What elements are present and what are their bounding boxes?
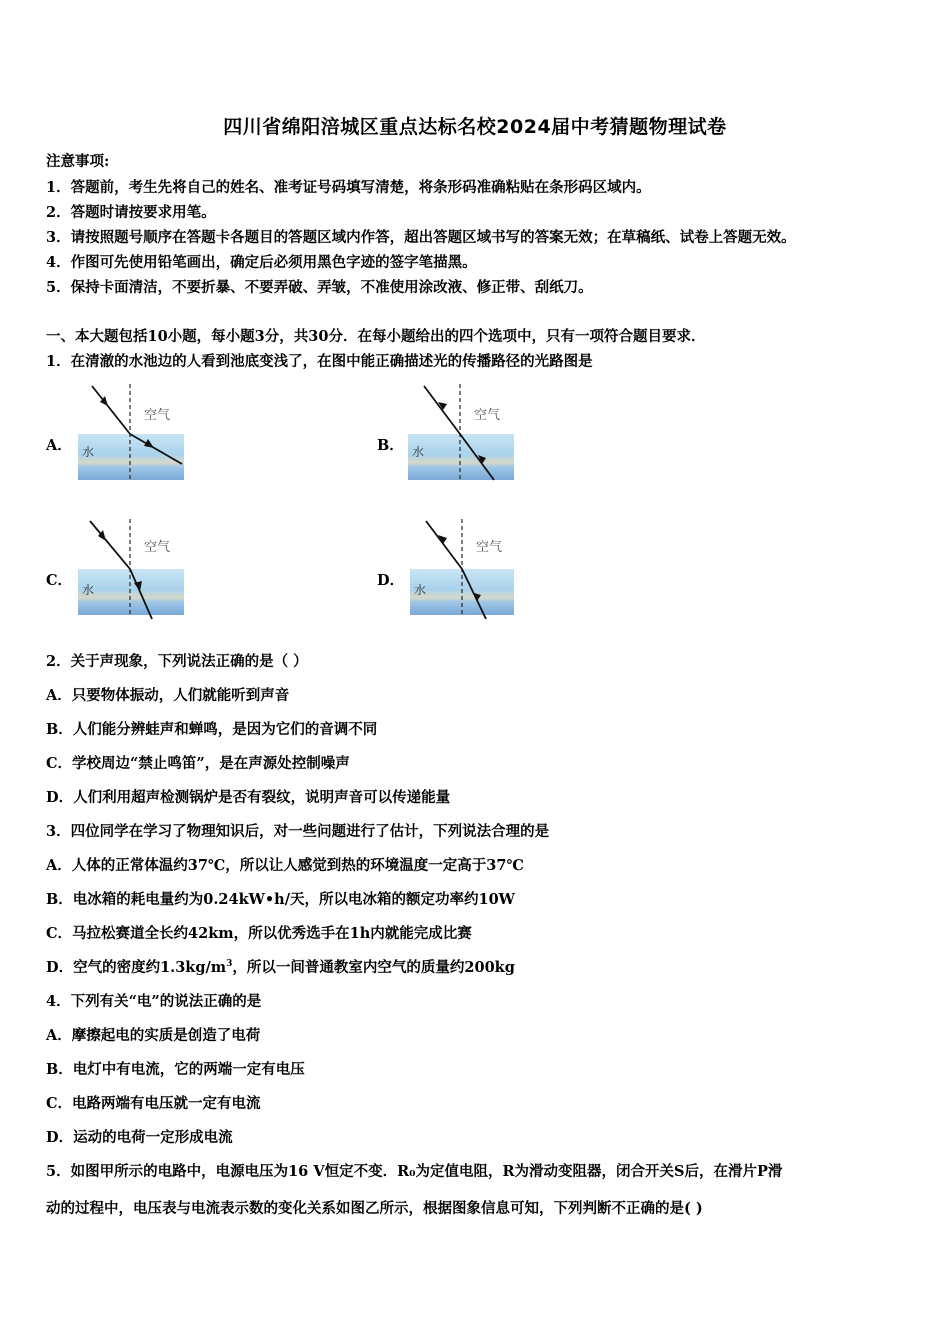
question-2-stem: 2．关于声现象，下列说法正确的是（ ） <box>46 653 308 670</box>
notice-item: 4．作图可先使用铅笔画出，确定后必须用黑色字迹的签字笔描黑。 <box>46 254 477 271</box>
q4-option: C．电路两端有电压就一定有电流 <box>46 1095 261 1112</box>
question-5-stem: 5．如图甲所示的电路中，电源电压为16 V恒定不变．R₀为定值电阻，R为滑动变阻器，闭合开关S后，在滑片P滑 <box>46 1163 783 1180</box>
incident-ray <box>90 521 130 569</box>
q3-option: B．电冰箱的耗电量约为0.24kW•h/天，所以电冰箱的额定功率约10W <box>46 891 515 908</box>
q3-option-d <box>46 958 515 978</box>
notice-item: 2．答题时请按要求用笔。 <box>46 204 216 221</box>
superscript: 3 <box>226 959 233 970</box>
q3-option: C．马拉松赛道全长约42km，所以优秀选手在1h内就能完成比赛 <box>46 925 472 942</box>
air-label: 空气 <box>476 540 503 555</box>
water-label: 水 <box>414 583 427 597</box>
air-label: 空气 <box>474 408 501 423</box>
q1-figure-d <box>404 515 524 625</box>
q2-option: D．人们利用超声检测锅炉是否有裂纹，说明声音可以传递能量 <box>46 789 451 806</box>
q1-figure-b <box>402 380 522 490</box>
q1-figure-a <box>72 380 192 490</box>
q1-figure-c <box>72 515 192 625</box>
q2-option: C．学校周边“禁止鸣笛”，是在声源处控制噪声 <box>46 755 350 772</box>
water-label: 水 <box>412 445 425 459</box>
exam-title: 四川省绵阳涪城区重点达标名校2024届中考猜题物理试卷 <box>223 116 727 138</box>
air-label: 空气 <box>144 540 171 555</box>
water-label: 水 <box>82 445 95 459</box>
q4-option: A．摩擦起电的实质是创造了电荷 <box>46 1027 261 1044</box>
q1-option-d-label: D． <box>377 572 405 589</box>
incident-ray <box>92 386 130 434</box>
q3-option: A．人体的正常体温约37℃，所以让人感觉到热的环境温度一定高于37℃ <box>46 857 524 874</box>
water-label: 水 <box>82 583 95 597</box>
q1-option-c-label: C． <box>46 572 73 589</box>
notice-item: 1．答题前，考生先将自己的姓名、准考证号码填写清楚，将条形码准确粘贴在条形码区域内。 <box>46 179 651 196</box>
q4-option: B．电灯中有电流，它的两端一定有电压 <box>46 1061 305 1078</box>
notice-item: 3．请按照题号顺序在答题卡各题目的答题区域内作答，超出答题区域书写的答案无效；在草稿纸、试卷上答题无效。 <box>46 229 796 246</box>
section-heading: 一、本大题包括10小题，每小题3分，共30分．在每小题给出的四个选项中，只有一项符合题目要求． <box>46 328 706 345</box>
question-1-stem: 1．在清澈的水池边的人看到池底变浅了，在图中能正确描述光的传播路径的光路图是 <box>46 353 593 370</box>
q1-option-b-label: B． <box>377 437 404 454</box>
refracted-ray <box>424 386 460 434</box>
notice-heading: 注意事项: <box>46 153 110 170</box>
notice-item: 5．保持卡面清洁，不要折暴、不要弄破、弄皱，不准使用涂改液、修正带、刮纸刀。 <box>46 279 593 296</box>
q1-option-a-label: A． <box>46 437 72 454</box>
air-label: 空气 <box>144 408 171 423</box>
refracted-ray <box>426 521 462 569</box>
question-3-stem: 3．四位同学在学习了物理知识后，对一些问题进行了估计，下列说法合理的是 <box>46 823 550 840</box>
q3-option-d-text: ，所以一间普通教室内空气的质量约200kg <box>232 959 515 976</box>
question-4-stem: 4．下列有关“电”的说法正确的是 <box>46 993 262 1010</box>
question-5-stem-cont: 动的过程中，电压表与电流表示数的变化关系如图乙所示，根据图象信息可知，下列判断不正确的是( ) <box>46 1200 703 1217</box>
q2-option: B．人们能分辨蛙声和蝉鸣，是因为它们的音调不同 <box>46 721 378 738</box>
q2-option: A．只要物体振动，人们就能听到声音 <box>46 687 290 704</box>
q4-option: D．运动的电荷一定形成电流 <box>46 1129 233 1146</box>
q3-option-d-text: D．空气的密度约1.3kg/m <box>46 959 227 976</box>
